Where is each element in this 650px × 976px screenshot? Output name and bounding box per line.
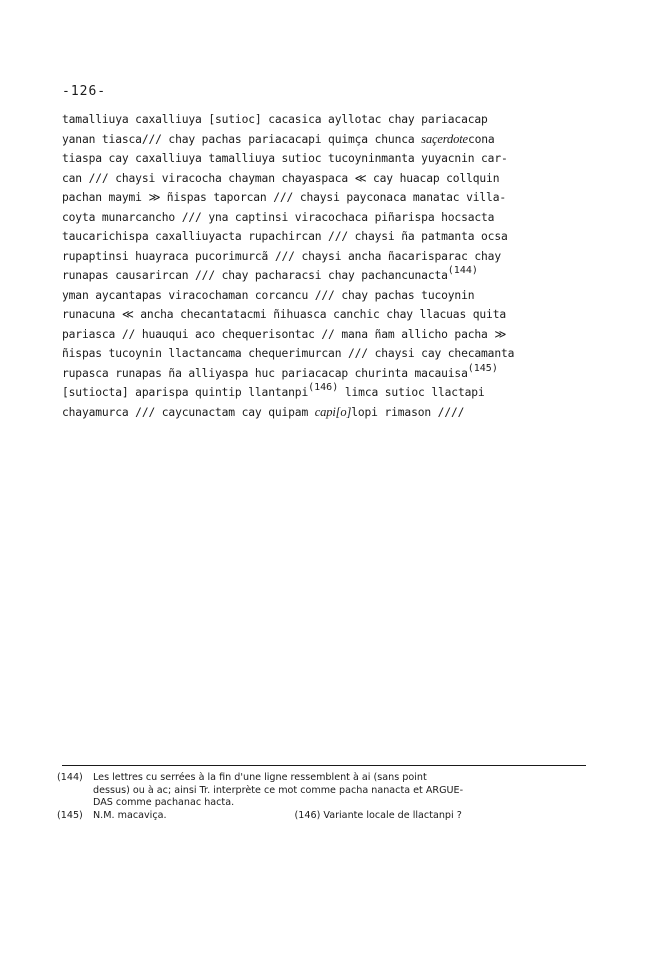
text-line: runapas causarircan /// chay pacharacsi chay pachancunacta$^{(144)}$ <box>62 265 478 282</box>
text-line: [sutiocta] aparispa quintip llantanpi$^{(146)}$ limca sutioc llactapi <box>62 382 485 399</box>
footnote-divider <box>62 765 586 766</box>
text-line: chayamurca /// caycunactam cay quipam capi[o]lopi rimason //// <box>62 404 465 419</box>
text-line: pachan maymi ≫ ñispas taporcan /// chaysi payconaca manatac villa- <box>62 191 507 204</box>
page-number: -126- <box>62 84 107 99</box>
text-line: rupasca runapas ña alliyaspa huc pariacacap churinta macauisa$^{(145)}$ <box>62 362 498 380</box>
text-line: tiaspa cay caxalliuya tamalliuya sutioc tucoyninmanta yuyacnin car- <box>62 152 508 165</box>
footnote-text: N.M. macaviça. <box>93 809 167 821</box>
footnote-145-146 <box>57 810 597 823</box>
text-line: can /// chaysi viracocha chayman chayaspaca ≪ cay huacap collquin <box>62 171 500 185</box>
text-line: runacuna ≪ ancha checantatacmi ñihuasca canchic chay llacuas quita <box>62 308 507 321</box>
footnote-text: dessus) ou à ac; ainsi Tr. interprète ce mot comme pacha nanacta et ARGUE- <box>93 784 464 796</box>
text-line: pariasca // huauqui aco chequerisontac // mana ñam allicho pacha ≫ <box>62 327 507 341</box>
text-line: ñispas tucoynin llactancama chequerimurcan /// chaysi cay checamanta <box>62 347 515 360</box>
footnote-text: Les lettres cu serrées à la fin d'une ligne ressemblent à ai (sans point <box>93 772 427 783</box>
italic-word: capi[o] <box>314 404 352 419</box>
footnotes <box>57 772 597 822</box>
italic-word: saçerdote <box>421 131 468 146</box>
footnote-144 <box>57 772 597 785</box>
text-line: yman aycantapas viracochaman corcancu /// chay pachas tucoynin <box>62 288 475 302</box>
text-line: taucarichispa caxalliuyacta rupachircan /// chaysi ña patmanta ocsa <box>62 230 508 243</box>
body-text <box>62 110 602 422</box>
text-line: tamalliuya caxalliuya [sutioc] cacasica ayllotac chay pariacacap <box>62 113 488 126</box>
footnote-ref: (145) <box>467 362 498 374</box>
footnote-text: DAS comme pachanac hacta. <box>93 797 235 809</box>
text-line: yanan tiasca/// chay pachas pariacacapi quimça chunca saçerdotecona <box>62 131 495 146</box>
footnote-text: (146) Variante locale de llactanpi ? <box>294 809 462 821</box>
text-line: coyta munarcancho /// yna captinsi viracochaca piñarispa hocsacta <box>62 210 495 224</box>
footnote-number: (145) <box>57 809 83 821</box>
footnote-ref: (144) <box>447 265 478 276</box>
text-line: rupaptinsi huayraca pucorimurcã /// chaysi ancha ñacarisparac chay <box>62 249 501 263</box>
footnote-ref: (146) <box>308 382 339 393</box>
footnote-number: (144) <box>57 772 83 783</box>
